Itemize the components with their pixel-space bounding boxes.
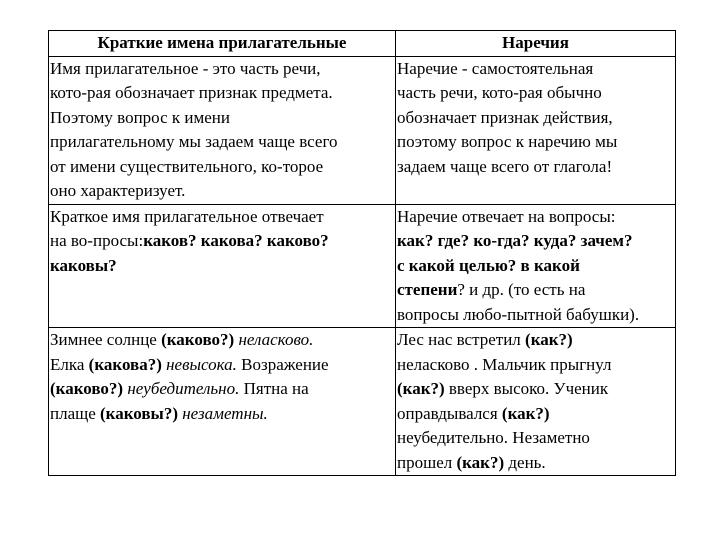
text-plain: вверх высоко. Ученик	[444, 379, 609, 398]
example-word: неубедительно.	[123, 379, 240, 398]
cell-adjective-examples	[49, 328, 396, 476]
text-line	[397, 402, 674, 427]
question-words: (каково?)	[161, 330, 235, 349]
text-line	[397, 278, 674, 303]
text-line	[397, 377, 674, 402]
text-plain: прошел	[397, 452, 457, 472]
example-word: невысока.	[161, 354, 237, 374]
text-plain: на во-просы:	[50, 231, 144, 250]
cell-adverb-questions	[396, 204, 676, 328]
example-word: неласково.	[234, 330, 314, 349]
question-words: (как?)	[525, 330, 573, 349]
text-line	[50, 377, 394, 402]
question-words: (как?)	[501, 403, 550, 423]
text-plain: ? и др. (то есть на	[457, 280, 586, 299]
question-words: каков? какова? каково?	[143, 231, 329, 250]
text-plain: Пятна на	[239, 379, 309, 398]
text-line: часть речи, кото-рая обычно	[397, 83, 602, 102]
text-line: обозначает признак действия,	[397, 107, 613, 127]
text-line	[50, 353, 394, 378]
table-row-definition	[49, 56, 676, 204]
text-line: оно характеризует.	[50, 181, 186, 200]
text-line	[397, 229, 674, 254]
cell-adjective-questions	[49, 204, 396, 328]
example-word: незаметны.	[177, 403, 268, 423]
text-line: Наречие отвечает на вопросы:	[397, 206, 616, 226]
text-line: Имя прилагательное - это часть речи,	[50, 58, 321, 78]
text-line: поэтому вопрос к наречию мы	[397, 132, 618, 151]
header-adverbs: Наречия	[396, 31, 676, 57]
question-words: каковы?	[50, 255, 117, 275]
text-line	[397, 254, 674, 279]
text-line	[397, 328, 674, 353]
text-line: задаем чаще всего от глагола!	[397, 156, 613, 176]
question-words: как? где? ко-гда? куда? зачем?	[397, 231, 633, 250]
text-plain: Зимнее солнце	[50, 330, 162, 349]
header-short-adjectives: Краткие имена прилагательные	[49, 31, 396, 57]
text-plain: оправдывался	[397, 403, 502, 423]
question-words: (каковы?)	[100, 403, 178, 423]
text-plain: плаще	[50, 403, 101, 423]
text-line	[397, 451, 674, 476]
table-row-examples	[49, 328, 676, 476]
text-line: от имени существительного, ко-торое	[50, 156, 324, 176]
comparison-table	[48, 30, 676, 476]
cell-adjective-definition	[49, 56, 396, 204]
text-line: Поэтому вопрос к имени	[50, 107, 231, 127]
cell-adverb-examples	[396, 328, 676, 476]
table-row-questions	[49, 204, 676, 328]
text-plain: день.	[504, 452, 546, 472]
question-words: (как?)	[397, 379, 445, 398]
text-line: прилагательному мы задаем чаще всего	[50, 132, 338, 151]
text-line: вопросы любо-пытной бабушки).	[397, 304, 640, 324]
text-line: Краткое имя прилагательное отвечает	[50, 206, 324, 226]
text-line	[50, 254, 394, 279]
question-words: (как?)	[456, 452, 505, 472]
text-line: кото-рая обозначает признак предмета.	[50, 83, 333, 102]
cell-adverb-definition	[396, 56, 676, 204]
text-plain: Елка	[50, 354, 89, 374]
table-header-row	[49, 31, 676, 57]
text-line	[50, 229, 394, 254]
text-line: неласково . Мальчик прыгнул	[397, 354, 612, 374]
question-words: (какова?)	[88, 354, 162, 374]
text-line: неубедительно. Незаметно	[397, 428, 590, 447]
text-line: Наречие - самостоятельная	[397, 58, 594, 78]
text-plain: Возражение	[236, 354, 329, 374]
text-line	[50, 402, 394, 427]
text-line	[50, 328, 394, 353]
question-words: (каково?)	[50, 379, 124, 398]
text-plain: Лес нас встретил	[397, 330, 526, 349]
question-words: с какой целью? в какой	[397, 255, 580, 275]
question-words: степени	[397, 280, 458, 299]
